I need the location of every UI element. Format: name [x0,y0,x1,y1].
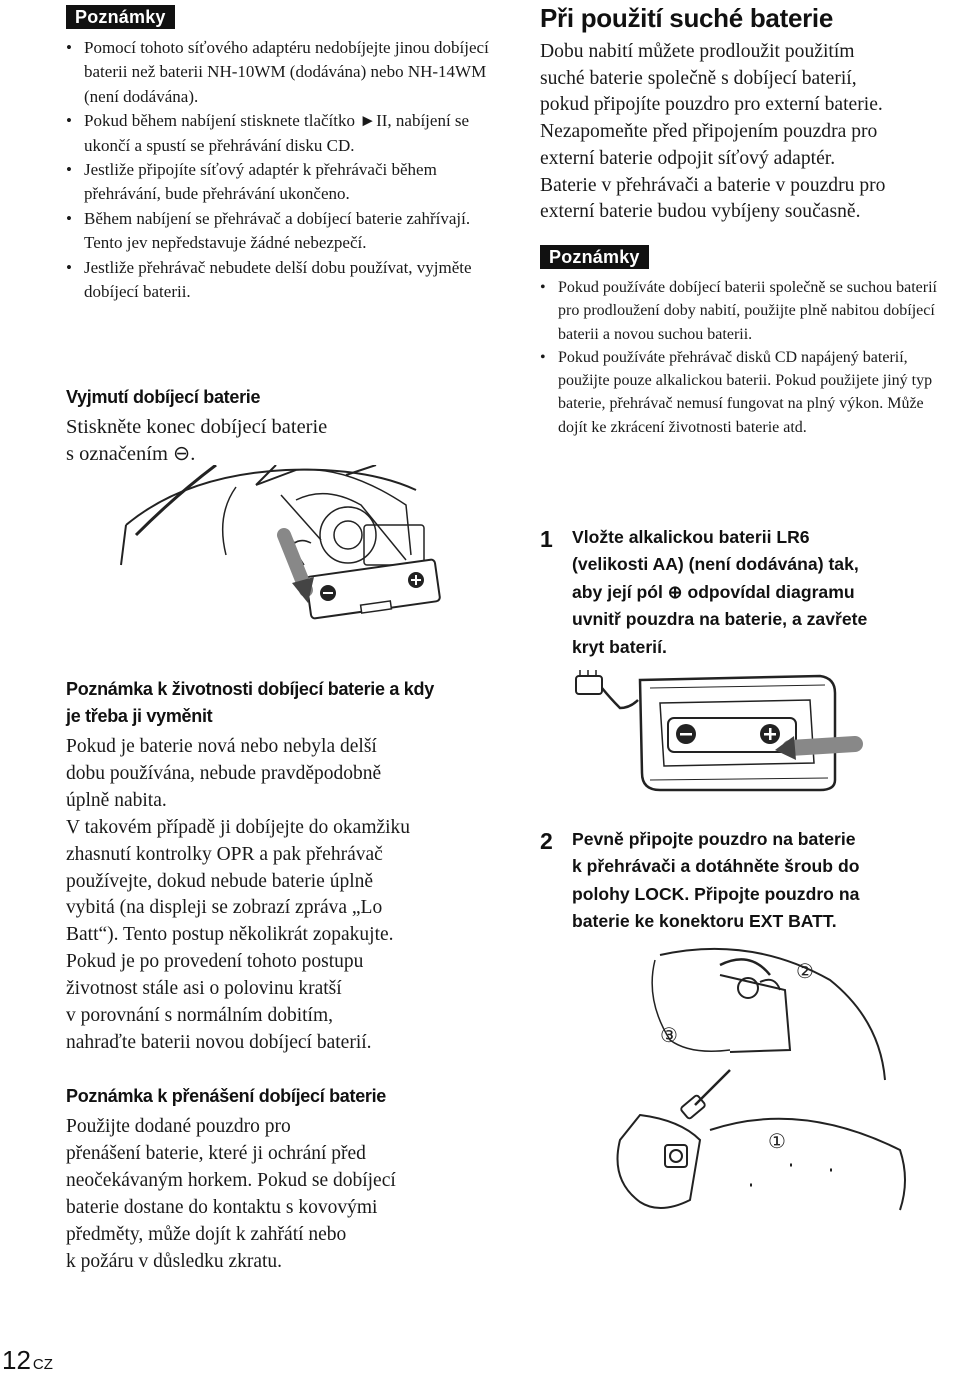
intro-line: externí baterie odpojit síťový adaptér. [540,147,836,169]
step-line: baterie ke konektoru EXT BATT. [572,911,837,932]
note-item: • Během nabíjení se přehrávač a dobíjecí baterie zahřívají. Tento jev nepředstavuje žádné nebezpečí. [66,207,506,256]
lifetime-line: V takovém případě ji dobíjejte do okamžiku [66,816,411,838]
lifetime-line: životnost stále asi o polovinu kratší [66,978,342,1000]
attach-case-illustration [600,940,930,1215]
lifetime-line: nahraďte baterii novou dobíjecí baterií. [66,1031,372,1053]
lifetime-line: zhasnutí kontrolky OPR a pak přehrávač [66,843,383,865]
lifetime-heading-line: je třeba ji vyměnit [66,706,213,726]
note-item: • Pokud během nabíjení stisknete tlačítko ►II, nabíjení se ukončí a spustí se přehrávání disku CD. [66,109,506,158]
lifetime-line: v porovnání s normálním dobitím, [66,1005,334,1027]
callout-1: ① [768,1131,786,1153]
carry-line: předměty, může dojít k zahřátí nebo [66,1224,347,1245]
lifetime-heading [66,676,434,730]
step-number: 2 [540,828,553,854]
removal-text [66,414,327,468]
plug-icon [576,676,602,694]
battery-removal-illustration [116,465,446,630]
note-item: • Pokud používáte přehrávač disků CD napájený baterií, použijte pouze alkalickou baterii. Pokud použijete jiný typ baterie, přehrávač nemusí fungovat na plný výkon. Může dojít ke zkrácení životnosti baterie atd. [540,346,955,439]
player-body [710,1119,905,1210]
step-2 [540,826,960,938]
note-item: • Jestliže přehrávač nebudete delší dobu používat, vyjměte dobíjecí baterii. [66,256,506,305]
battery-case-illustration [570,668,880,798]
page-language: CZ [32,1356,53,1373]
battery-icon [668,718,796,752]
intro-text [540,39,885,226]
intro-line: Nezapomeňte před připojením pouzdra pro [540,121,878,143]
callout-2: ② [796,961,814,983]
carry-line: k požáru v důsledku zkratu. [66,1251,283,1272]
notes-label: Poznámky [540,245,649,269]
step-line: aby její pól ⊕ odpovídal diagramu [572,581,855,602]
step-text [572,524,960,661]
lifetime-line: dobu používána, nebude pravděpodobně [66,762,382,784]
carry-text [66,1113,396,1275]
intro-line: Baterie v přehrávači a baterie v pouzdru pro [540,174,886,196]
battery-icon [306,559,441,619]
carry-line: Použijte dodané pouzdro pro [66,1116,291,1137]
intro-line: suché baterie společně s dobíjecí baterií, [540,67,857,89]
lifetime-line: Pokud je baterie nová nebo nebyla delší [66,736,377,757]
lifetime-line: vybitá (na displeji se zobrazí zpráva „Lo [66,897,383,919]
notes-label: Poznámky [66,5,175,29]
removal-line: s označením ⊖. [66,443,196,465]
step-line: k přehrávači a dotáhněte šroub do [572,856,860,877]
carry-line: neočekávaným horkem. Pokud se dobíjecí [66,1170,396,1191]
page-number-value: 12 [2,1345,31,1375]
lifetime-heading-line: Poznámka k životnosti dobíjecí baterie a kdy [66,679,434,699]
step-1 [540,524,960,664]
cable [136,465,276,535]
carry-line: baterie dostane do kontaktu s kovovými [66,1197,378,1218]
step-text [572,826,960,936]
lifetime-line: Batt“). Tento postup několikrát zopakujte. [66,924,394,946]
carry-heading: Poznámka k přenášení dobíjecí baterie [66,1086,387,1106]
step-line: kryt baterií. [572,636,667,657]
intro-line: Dobu nabití můžete prodloužit použitím [540,41,855,62]
carry-line: přenášení baterie, které ji ochrání před [66,1143,366,1164]
step-line: uvnitř pouzdra na baterie, a zavřete [572,609,868,630]
page-number [2,1347,53,1374]
notes-list [540,276,955,439]
section-title: Při použití suché baterie [540,3,834,33]
note-item: • Jestliže připojíte síťový adaptér k přehrávači během přehrávání, bude přehrávání ukončeno. [66,158,506,207]
lifetime-line: Pokud je po provedení tohoto postupu [66,951,364,973]
arrow-icon [284,535,314,603]
lifetime-line: úplně nabita. [66,789,167,811]
step-line: Vložte alkalickou baterii LR6 [572,527,810,547]
step-line: (velikosti AA) (není dodávána) tak, [572,554,859,575]
removal-line: Stiskněte konec dobíjecí baterie [66,416,328,438]
note-item: • Pomocí tohoto síťového adaptéru nedobíjejte jinou dobíjecí baterii než baterii NH-10WM (dodávána) nebo NH-14WM (není dodávána). [66,36,506,109]
lifetime-text [66,734,410,1057]
lifetime-line: používejte, dokud nebude baterie úplně [66,870,374,892]
step-line: Pevně připojte pouzdro na baterie [572,829,856,849]
step-number: 1 [540,526,553,552]
note-item: • Pokud používáte dobíjecí baterii společně se suchou baterií pro prodloužení doby nabití, použijte plně nabitou dobíjecí baterii a novou suchou baterii. [540,276,955,346]
intro-line: externí baterie budou vybíjeny současně. [540,201,861,223]
callout-3: ③ [660,1025,678,1047]
step-line: polohy LOCK. Připojte pouzdro na [572,883,860,904]
removal-heading: Vyjmutí dobíjecí baterie [66,387,261,407]
notes-list [66,36,506,304]
intro-line: pokud připojíte pouzdro pro externí baterie. [540,94,883,116]
